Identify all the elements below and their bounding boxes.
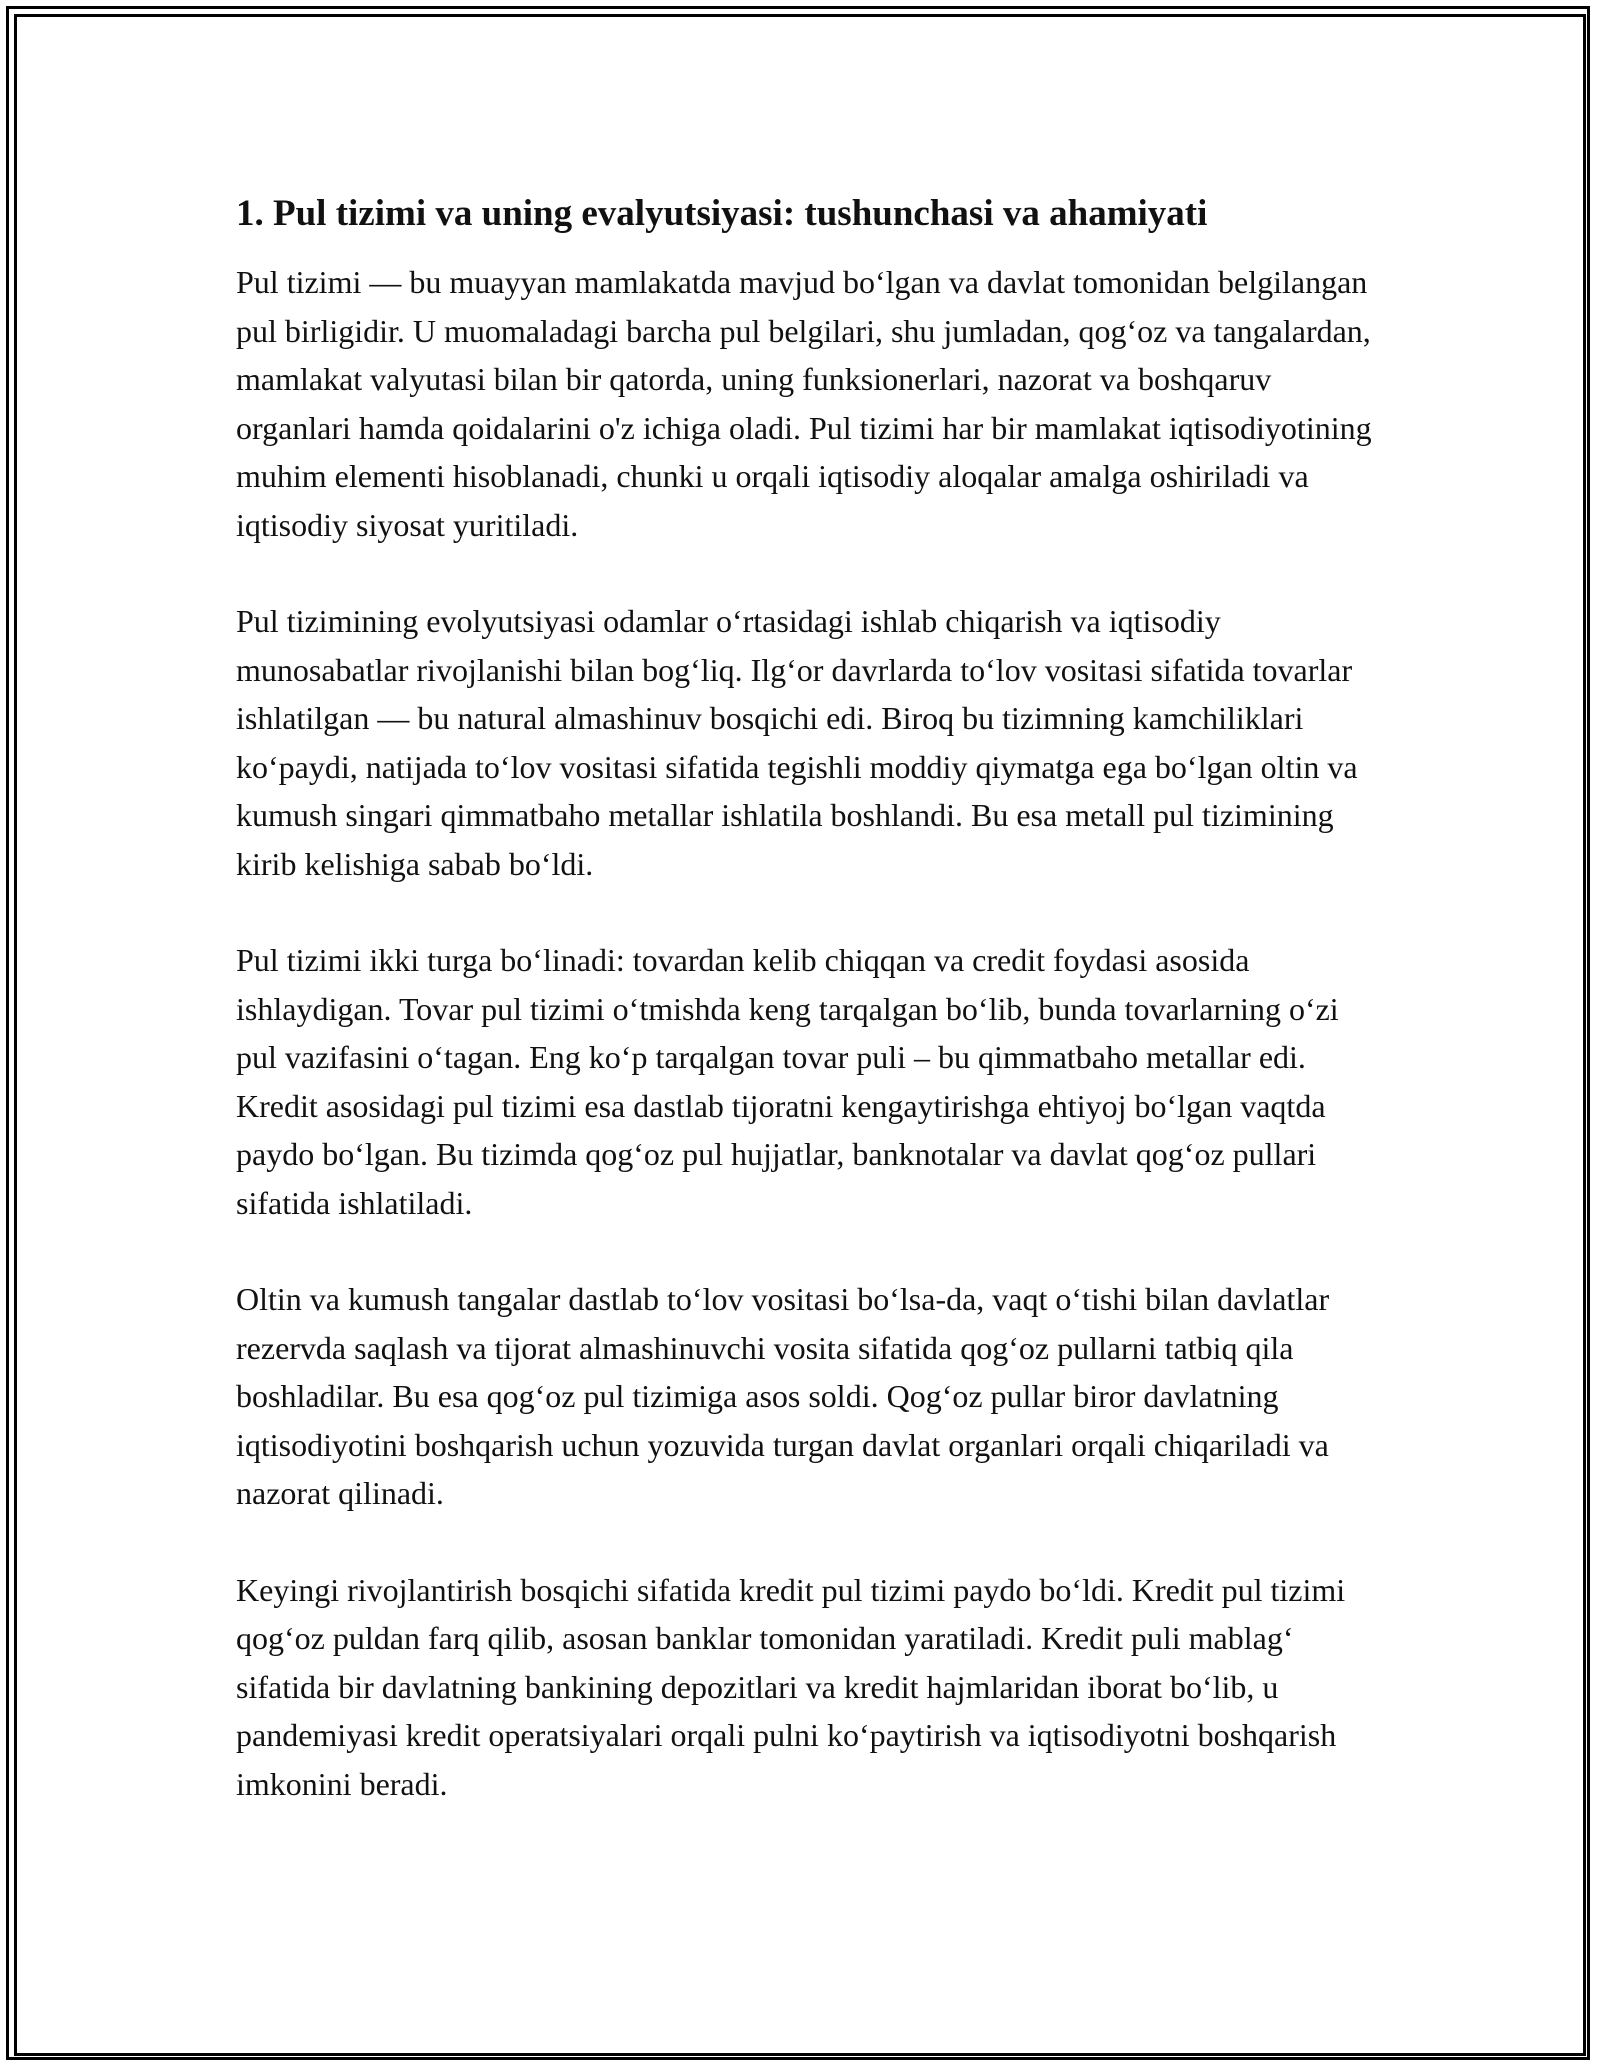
document-body [236, 188, 1376, 1856]
paragraph-1: Pul tizimi — bu muayyan mamlakatda mavjud bo‘lgan va davlat tomonidan belgilangan pul birligidir. U muomaladagi barcha pul belgilari, shu jumladan, qog‘oz va tangalardan, mamlakat valyutasi bilan bir qatorda, uning funksionerlari, nazorat va boshqaruv organlari hamda qoidalarini o'z ichiga oladi. Pul tizimi har bir mamlakat iqtisodiyotining muhim elementi hisoblanadi, chunki u orqali iqtisodiy aloqalar amalga oshiriladi va iqtisodiy siyosat yuritiladi. [236, 264, 1372, 543]
paragraph-4: Oltin va kumush tangalar dastlab to‘lov vositasi bo‘lsa-da, vaqt o‘tishi bilan davlatlar rezervda saqlash va tijorat almashinuvchi vosita sifatida qog‘oz pullarni tatbiq qila boshladilar. Bu esa qog‘oz pul tizimiga asos soldi. Qog‘oz pullar biror davlatning iqtisodiyotini boshqarish uchun yozuvida turgan davlat organlari orqali chiqariladi va nazorat qilinadi. [236, 1281, 1330, 1511]
paragraph-3: Pul tizimi ikki turga bo‘linadi: tovardan kelib chiqqan va credit foydasi asosida ishlaydigan. Tovar pul tizimi o‘tmishda keng tarqalgan bo‘lib, bunda tovarlarning o‘zi pul vazifasini o‘tagan. Eng ko‘p tarqalgan tovar puli – bu qimmatbaho metallar edi. Kredit asosidagi pul tizimi esa dastlab tijoratni kengaytirishga ehtiyoj bo‘lgan vaqtda paydo bo‘lgan. Bu tizimda qog‘oz pul hujjatlar, banknotalar va davlat qog‘oz pullari sifatida ishlatiladi. [236, 942, 1339, 1221]
section-heading: 1. Pul tizimi va uning evalyutsiyasi: tushunchasi va ahamiyati [236, 193, 1208, 234]
paragraph-2: Pul tizimining evolyutsiyasi odamlar o‘rtasidagi ishlab chiqarish va iqtisodiy munosabatlar rivojlanishi bilan bog‘liq. Ilg‘or davrlarda to‘lov vositasi sifatida tovarlar ishlatilgan — bu natural almashinuv bosqichi edi. Biroq bu tizimning kamchiliklari ko‘paydi, natijada to‘lov vositasi sifatida tegishli moddiy qiymatga ega bo‘lgan oltin va kumush singari qimmatbaho metallar ishlatila boshlandi. Bu esa metall pul tizimining kirib kelishiga sabab bo‘ldi. [236, 603, 1358, 882]
paragraph-5: Keyingi rivojlantirish bosqichi sifatida kredit pul tizimi paydo bo‘ldi. Kredit pul tizimi qog‘oz puldan farq qilib, asosan banklar tomonidan yaratiladi. Kredit puli mablag‘ sifatida bir davlatning bankining depozitlari va kredit hajmlaridan iborat bo‘lib, u pandemiyasi kredit operatsiyalari orqali pulni ko‘paytirish va iqtisodiyotni boshqarish imkonini beradi. [236, 1571, 1346, 1802]
